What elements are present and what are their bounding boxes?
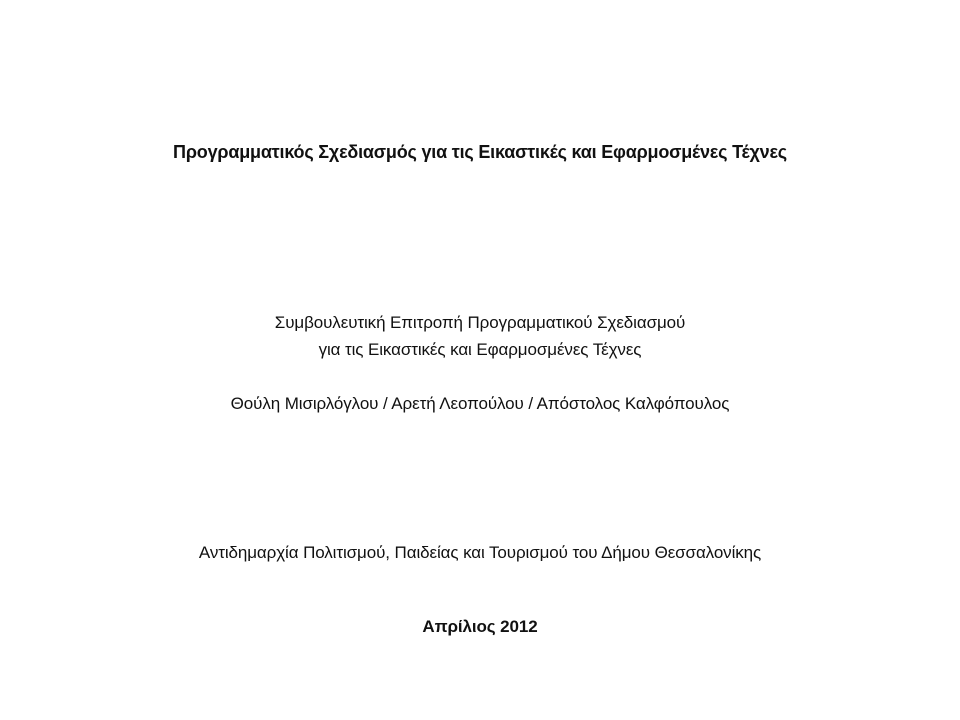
department-line: Αντιδημαρχία Πολιτισμού, Παιδείας και Τουρισμού του Δήμου Θεσσαλονίκης [198,543,762,562]
document-title: Προγραμματικός Σχεδιασμός για τις Εικαστικές και Εφαρμοσμένες Τέχνες [173,142,787,162]
committee-name-line-2: για τις Εικαστικές και Εφαρμοσμένες Τέχνες [318,340,642,359]
authors-line: Θούλη Μισιρλόγλου / Αρετή Λεοπούλου / Απόστολος Καλφόπουλος [230,394,730,413]
document-date: Απρίλιος 2012 [422,617,538,636]
committee-name-line-1: Συμβουλευτική Επιτροπή Προγραμματικού Σχεδιασμού [274,313,686,332]
